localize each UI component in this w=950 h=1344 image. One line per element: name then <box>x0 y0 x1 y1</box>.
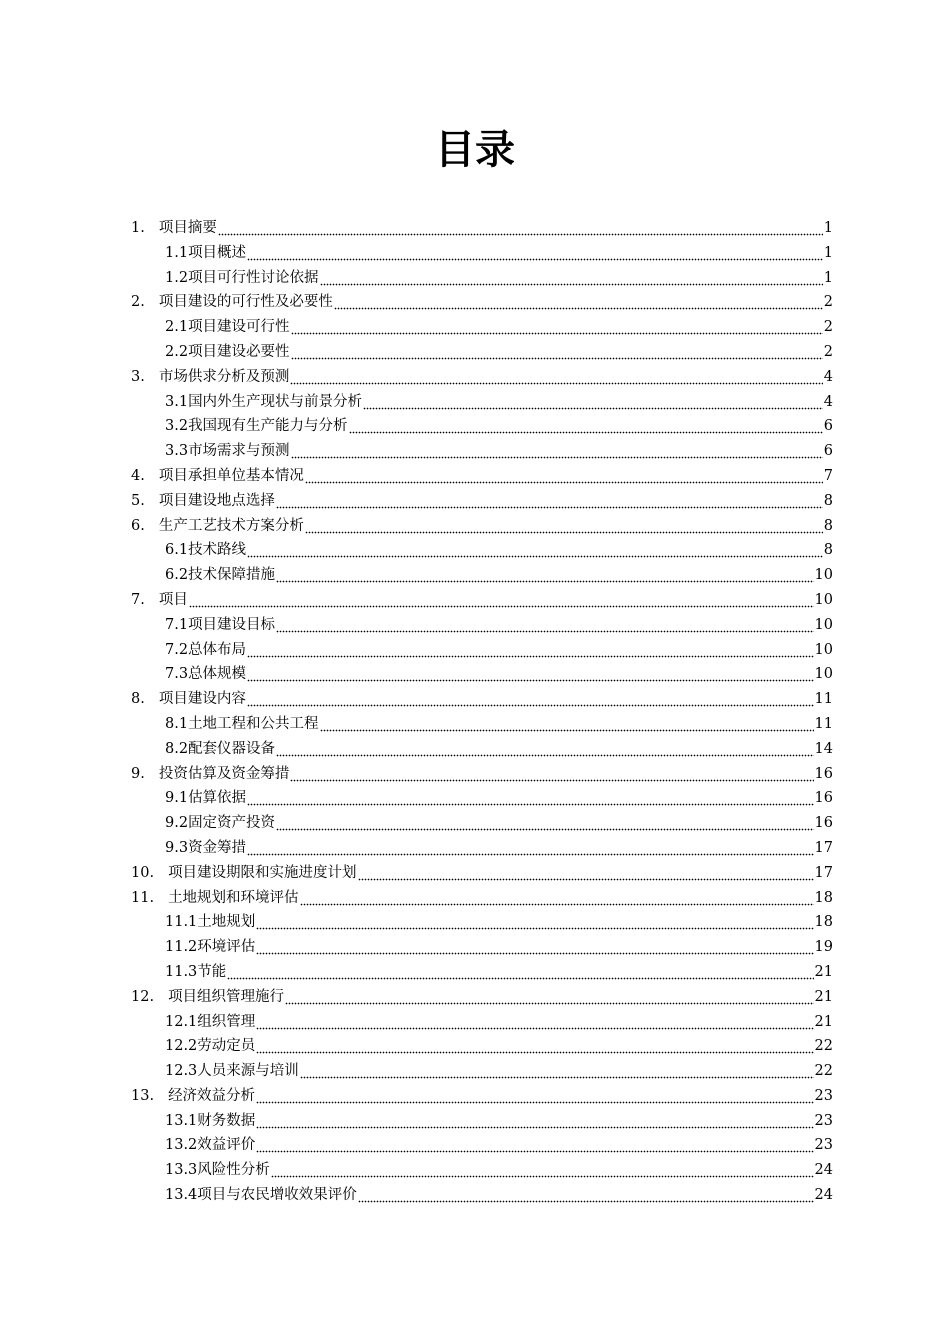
toc-entry-number: 7.3 <box>165 666 189 683</box>
toc-entry-page-number: 23 <box>814 1137 833 1154</box>
toc-entry-label: 总体规模 <box>188 666 247 683</box>
toc-entry-label: 项目建设目标 <box>188 616 276 633</box>
toc-entry-label: 环境评估 <box>197 939 256 956</box>
toc-entry-number: 1.2 <box>165 269 189 286</box>
dot-leader <box>247 638 813 663</box>
toc-entry-number: 9.2 <box>165 815 189 832</box>
toc-entry-page-number: 4 <box>823 393 833 410</box>
toc-entry[interactable] <box>131 886 833 911</box>
toc-entry-label: 项目可行性讨论依据 <box>188 269 319 286</box>
toc-entry[interactable] <box>131 985 833 1010</box>
dot-leader <box>247 662 813 687</box>
dot-leader <box>256 910 813 935</box>
toc-entry-number: 3.1 <box>165 393 189 410</box>
dot-leader <box>218 216 823 241</box>
toc-entry[interactable] <box>131 563 833 588</box>
toc-entry-number: 11.1 <box>165 914 198 931</box>
dot-leader <box>320 266 823 291</box>
table-of-contents <box>131 216 833 1208</box>
toc-entry-number: 9. <box>131 765 145 782</box>
dot-leader <box>271 1158 814 1183</box>
toc-entry-number: 6.2 <box>165 567 189 584</box>
toc-entry-label: 市场供求分析及预测 <box>158 368 290 385</box>
toc-entry[interactable] <box>131 1183 833 1208</box>
toc-entry-label: 项目建设内容 <box>158 691 246 708</box>
dot-leader <box>358 861 814 886</box>
toc-entry-page-number: 21 <box>814 963 833 980</box>
toc-entry-number: 2. <box>131 294 145 311</box>
toc-entry-page-number: 11 <box>814 691 833 708</box>
toc-entry-label: 风险性分析 <box>197 1162 270 1179</box>
toc-entry-page-number: 1 <box>823 244 833 261</box>
dot-leader <box>276 613 813 638</box>
toc-entry-page-number: 10 <box>814 567 833 584</box>
toc-entry-label: 我国现有生产能力与分析 <box>188 418 348 435</box>
toc-entry-label: 土地规划和环境评估 <box>168 889 299 906</box>
dot-leader <box>256 935 813 960</box>
toc-entry-page-number: 22 <box>814 1063 833 1080</box>
toc-entry-number: 12.1 <box>165 1013 198 1030</box>
page-title: 目录 <box>435 127 515 173</box>
toc-entry-label: 项目摘要 <box>158 220 217 236</box>
toc-entry-label: 市场需求与预测 <box>188 443 290 460</box>
toc-entry-label: 人员来源与培训 <box>197 1063 299 1080</box>
toc-entry-label: 技术保障措施 <box>188 567 276 584</box>
dot-leader <box>300 1059 814 1084</box>
toc-entry[interactable] <box>131 836 833 861</box>
toc-entry-label: 经济效益分析 <box>168 1087 256 1104</box>
dot-leader <box>285 985 813 1010</box>
toc-entry[interactable] <box>131 737 833 762</box>
toc-entry-page-number: 16 <box>814 765 833 782</box>
dot-leader <box>291 439 823 464</box>
toc-entry[interactable] <box>131 662 833 687</box>
toc-entry[interactable] <box>131 538 833 563</box>
toc-entry-label: 估算依据 <box>188 790 247 807</box>
toc-entry[interactable] <box>131 935 833 960</box>
toc-entry-page-number: 6 <box>823 443 833 460</box>
dot-leader <box>349 414 823 439</box>
dot-leader <box>291 340 823 365</box>
toc-entry-number: 2.2 <box>165 343 189 360</box>
toc-entry[interactable] <box>131 762 833 787</box>
toc-entry-page-number: 10 <box>814 666 833 683</box>
toc-entry-number: 12.3 <box>165 1063 198 1080</box>
toc-entry[interactable] <box>131 365 833 390</box>
toc-entry[interactable] <box>131 861 833 886</box>
toc-entry-page-number: 21 <box>814 988 833 1005</box>
toc-entry-label: 生产工艺技术方案分析 <box>158 517 304 534</box>
toc-entry[interactable] <box>131 489 833 514</box>
toc-entry-number: 12.2 <box>165 1038 198 1055</box>
toc-entry-label: 项目建设的可行性及必要性 <box>158 294 333 311</box>
toc-entry[interactable] <box>131 1059 833 1084</box>
toc-entry-page-number: 1 <box>823 220 833 236</box>
toc-entry-number: 10. <box>131 864 155 881</box>
toc-entry-number: 3.2 <box>165 418 189 435</box>
dot-leader <box>276 811 813 836</box>
dot-leader <box>305 514 823 539</box>
toc-entry[interactable] <box>131 340 833 365</box>
toc-entry-label: 项目建设可行性 <box>188 319 290 336</box>
toc-entry-number: 8. <box>131 691 145 708</box>
dot-leader <box>291 315 823 340</box>
toc-entry-number: 12. <box>131 988 155 1005</box>
dot-leader <box>256 1084 813 1109</box>
toc-entry-label: 组织管理 <box>197 1013 256 1030</box>
toc-entry-page-number: 10 <box>814 641 833 658</box>
toc-entry-label: 项目承担单位基本情况 <box>158 467 304 484</box>
dot-leader <box>256 1010 813 1035</box>
toc-entry[interactable] <box>131 588 833 613</box>
dot-leader <box>247 538 823 563</box>
toc-entry-number: 13. <box>131 1087 155 1104</box>
toc-entry-label: 效益评价 <box>197 1137 256 1154</box>
dot-leader <box>256 1034 813 1059</box>
toc-entry-number: 11. <box>131 889 155 906</box>
toc-entry-page-number: 1 <box>823 269 833 286</box>
toc-entry[interactable] <box>131 712 833 737</box>
dot-leader <box>276 563 813 588</box>
toc-entry[interactable] <box>131 613 833 638</box>
toc-entry-label: 配套仪器设备 <box>188 740 276 757</box>
toc-entry-page-number: 14 <box>814 740 833 757</box>
toc-entry[interactable] <box>131 687 833 712</box>
toc-entry[interactable] <box>131 1084 833 1109</box>
toc-entry-number: 3.3 <box>165 443 189 460</box>
toc-entry-page-number: 18 <box>814 914 833 931</box>
toc-entry-page-number: 23 <box>814 1087 833 1104</box>
toc-entry-number: 7.2 <box>165 641 189 658</box>
toc-entry-number: 9.3 <box>165 839 189 856</box>
toc-entry-page-number: 2 <box>823 319 833 336</box>
dot-leader <box>290 365 822 390</box>
toc-entry-number: 7. <box>131 591 145 608</box>
toc-entry[interactable] <box>131 266 833 291</box>
toc-entry-number: 4. <box>131 467 145 484</box>
toc-entry-number: 8.1 <box>165 715 189 732</box>
toc-entry-number: 9.1 <box>165 790 189 807</box>
toc-entry-label: 项目 <box>158 591 188 608</box>
toc-entry[interactable] <box>131 464 833 489</box>
dot-leader <box>300 886 814 911</box>
toc-entry-label: 技术路线 <box>188 542 247 559</box>
toc-entry-number: 13.3 <box>165 1162 198 1179</box>
dot-leader <box>256 1133 813 1158</box>
dot-leader <box>363 390 823 415</box>
toc-entry[interactable] <box>131 1109 833 1134</box>
toc-entry-number: 13.4 <box>165 1187 198 1204</box>
toc-entry-label: 劳动定员 <box>197 1038 256 1055</box>
toc-entry-label: 国内外生产现状与前景分析 <box>188 393 363 410</box>
toc-entry-page-number: 8 <box>823 492 833 509</box>
toc-entry-page-number: 17 <box>814 864 833 881</box>
toc-entry-label: 土地规划 <box>197 914 256 931</box>
toc-entry-number: 7.1 <box>165 616 189 633</box>
dot-leader <box>256 1109 813 1134</box>
toc-entry[interactable] <box>131 1133 833 1158</box>
toc-entry-number: 2.1 <box>165 319 189 336</box>
toc-entry-label: 项目建设地点选择 <box>158 492 275 509</box>
toc-entry-page-number: 10 <box>814 616 833 633</box>
toc-entry-number: 6. <box>131 517 145 534</box>
toc-entry-number: 11.2 <box>165 939 198 956</box>
toc-entry-number: 13.1 <box>165 1112 198 1129</box>
toc-entry[interactable] <box>131 811 833 836</box>
toc-entry-number: 5. <box>131 492 145 509</box>
dot-leader <box>276 737 813 762</box>
toc-entry-page-number: 17 <box>814 839 833 856</box>
toc-entry-page-number: 24 <box>814 1162 833 1179</box>
toc-entry-label: 投资估算及资金筹措 <box>158 765 290 782</box>
toc-entry-label: 固定资产投资 <box>188 815 276 832</box>
toc-entry[interactable] <box>131 786 833 811</box>
toc-entry-page-number: 6 <box>823 418 833 435</box>
dot-leader <box>358 1183 814 1208</box>
toc-entry[interactable] <box>131 390 833 415</box>
dot-leader <box>334 290 823 315</box>
toc-entry-page-number: 11 <box>814 715 833 732</box>
toc-entry[interactable] <box>131 414 833 439</box>
toc-entry-label: 总体布局 <box>188 641 247 658</box>
toc-entry[interactable] <box>131 216 833 241</box>
toc-entry-page-number: 24 <box>814 1187 833 1204</box>
dot-leader <box>276 489 823 514</box>
toc-entry[interactable] <box>131 439 833 464</box>
toc-entry-number: 11.3 <box>165 963 198 980</box>
toc-entry-page-number: 22 <box>814 1038 833 1055</box>
toc-entry[interactable] <box>131 315 833 340</box>
toc-entry-number: 1. <box>131 220 145 236</box>
toc-entry[interactable] <box>131 960 833 985</box>
toc-entry-page-number: 2 <box>823 294 833 311</box>
dot-leader <box>320 712 814 737</box>
dot-leader <box>247 786 813 811</box>
toc-entry-label: 土地工程和公共工程 <box>188 715 319 732</box>
toc-entry-number: 1.1 <box>165 244 189 261</box>
dot-leader <box>247 241 823 266</box>
dot-leader <box>227 960 813 985</box>
dot-leader <box>290 762 813 787</box>
toc-entry[interactable] <box>131 290 833 315</box>
dot-leader <box>247 687 814 712</box>
toc-entry[interactable] <box>131 1010 833 1035</box>
toc-entry-label: 节能 <box>197 963 227 980</box>
toc-entry[interactable] <box>131 1034 833 1059</box>
toc-entry[interactable] <box>131 638 833 663</box>
toc-entry-label: 项目与农民增收效果评价 <box>197 1187 357 1204</box>
dot-leader <box>189 588 814 613</box>
toc-entry-label: 项目建设期限和实施进度计划 <box>168 864 357 881</box>
toc-entry-number: 3. <box>131 368 145 385</box>
toc-entry-label: 资金筹措 <box>188 839 247 856</box>
toc-entry[interactable] <box>131 514 833 539</box>
toc-entry-label: 项目建设必要性 <box>188 343 290 360</box>
toc-entry-page-number: 10 <box>814 591 833 608</box>
toc-entry-number: 13.2 <box>165 1137 198 1154</box>
toc-entry-label: 财务数据 <box>197 1112 256 1129</box>
toc-entry-page-number: 7 <box>823 467 833 484</box>
toc-entry-page-number: 19 <box>814 939 833 956</box>
toc-entry-label: 项目组织管理施行 <box>168 988 285 1005</box>
toc-entry-label: 项目概述 <box>188 244 247 261</box>
toc-entry-number: 6.1 <box>165 542 189 559</box>
toc-entry-page-number: 8 <box>823 517 833 534</box>
toc-entry-page-number: 21 <box>814 1013 833 1030</box>
toc-entry-page-number: 18 <box>814 889 833 906</box>
toc-entry[interactable] <box>131 910 833 935</box>
toc-entry[interactable] <box>131 1158 833 1183</box>
dot-leader <box>247 836 813 861</box>
toc-entry-page-number: 2 <box>823 343 833 360</box>
toc-entry[interactable] <box>131 241 833 266</box>
toc-entry-page-number: 23 <box>814 1112 833 1129</box>
toc-entry-page-number: 16 <box>814 815 833 832</box>
toc-entry-page-number: 16 <box>814 790 833 807</box>
dot-leader <box>305 464 823 489</box>
toc-entry-page-number: 8 <box>823 542 833 559</box>
toc-entry-number: 8.2 <box>165 740 189 757</box>
toc-entry-page-number: 4 <box>823 368 833 385</box>
